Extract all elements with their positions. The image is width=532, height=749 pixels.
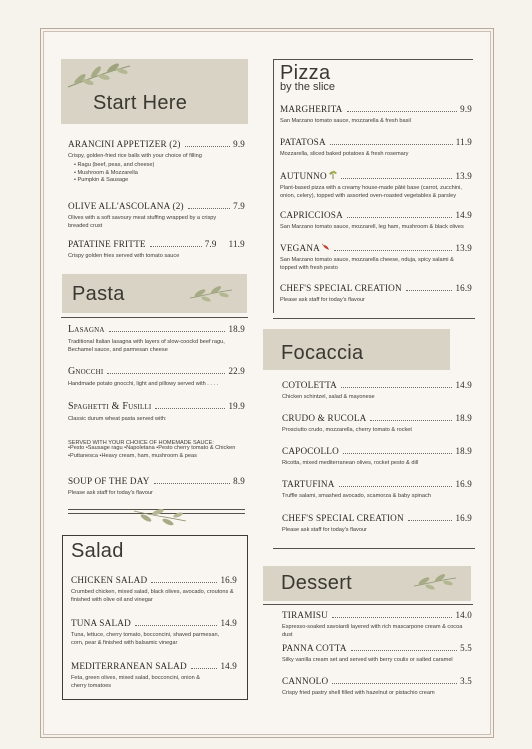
item-description: Tuna, lettuce, cherry tomato, bocconcini, shaved parmesan, corn, pear & finished with balsamic vinegar [71, 632, 220, 646]
item-name: Spaghetti & Fusilli [68, 401, 152, 412]
item-price: 18.9 [228, 324, 245, 334]
menu-item-tuna-salad [71, 618, 237, 647]
item-name: CAPRICCIOSA [280, 210, 343, 220]
olive-branch-icon [412, 572, 458, 592]
item-name: CRUDO & RUCOLA [282, 413, 367, 423]
item-description: Crispy, golden-fried rice balls with your choice of filling [68, 153, 202, 159]
pizza-title: Pizza [280, 62, 331, 84]
menu-item-cannolo [282, 676, 472, 697]
item-name: CAPOCOLLO [282, 446, 339, 456]
item-description: Crumbed chicken, mixed salad, black olives, avocado, croutons & finished with olive oil and vinegar [71, 589, 234, 603]
menu-item-soup-of-the-day [68, 476, 245, 497]
sauce-options-line-2: •Puttanesca •Heavy cream, ham, mushroom & peas [68, 453, 197, 459]
menu-item-mediterranean-salad [71, 661, 237, 690]
item-name: Lasagna [68, 324, 105, 335]
item-description: Truffle salami, smashed avocado, scamorza & baby spinach [282, 493, 431, 499]
item-name: CANNOLO [282, 676, 329, 686]
menu-item-vegana [280, 243, 472, 272]
item-description: Crispy fried pastry shell filled with hazelnut or pistachio cream [282, 690, 435, 696]
item-description: Chicken schintzel, salad & mayonese [282, 394, 375, 400]
pasta-title: Pasta [72, 283, 125, 305]
item-name: MEDITERRANEAN SALAD [71, 661, 187, 671]
divider [61, 317, 248, 318]
item-name: OLIVE ALL'ASCOLANA (2) [68, 201, 184, 211]
item-name: ARANCINI APPETIZER (2) [68, 139, 181, 149]
item-price: 14.9 [220, 661, 237, 671]
bullet-item: • Pumpkin & Sausage [74, 177, 129, 184]
item-name: TIRAMISU [282, 610, 329, 620]
item-price: 16.9 [220, 575, 237, 585]
item-description: Please ask staff for today's flavour [280, 297, 365, 303]
item-name: VEGANA [280, 243, 320, 253]
item-description: Ricotta, mixed mediterranean olives, rocket pesto & dill [282, 460, 419, 466]
menu-item-capricciosa [280, 210, 472, 231]
item-name: SOUP OF THE DAY [68, 476, 150, 486]
item-price: 18.9 [455, 413, 472, 423]
item-name: TUNA SALAD [71, 618, 131, 628]
menu-item-margherita [280, 104, 472, 125]
item-name: TARTUFINA [282, 479, 335, 489]
item-description: Mozzarella, sliced baked potatoes & fresh rosemary [280, 151, 409, 157]
item-price: 5.5 [460, 643, 472, 653]
menu-item-tartufina [282, 479, 472, 500]
menu-item-tiramisu [282, 610, 472, 639]
pizza-subtitle: by the slice [280, 81, 336, 93]
menu-item-crudo-rucola [282, 413, 472, 434]
menu-item-pizza-chefs-special [280, 283, 472, 304]
menu-item-focaccia-chefs-special [282, 513, 472, 534]
item-description: Silky vanilla cream set and served with berry coulis or salted caramel [282, 657, 453, 663]
item-price: 7.9 [233, 201, 245, 211]
pizza-side-rule [273, 59, 274, 313]
item-name: PATATOSA [280, 137, 326, 147]
item-price: 3.5 [460, 676, 472, 686]
item-description: Espresso-soaked savoiardi layered with rich mascarpone cream & cocoa dust [282, 624, 463, 638]
item-name: CHEF'S SPECIAL CREATION [280, 283, 402, 293]
item-price: 16.9 [455, 479, 472, 489]
sauce-note: SERVED WITH YOUR CHOICE OF HOMEMADE SAUCE: [68, 440, 214, 446]
menu-item-patatine-fritte [68, 239, 245, 260]
salad-title: Salad [71, 540, 124, 562]
item-price: 16.9 [455, 283, 472, 293]
item-name: Gnocchi [68, 366, 104, 377]
olive-branch-icon [188, 284, 234, 304]
menu-item-patatosa [280, 137, 472, 158]
item-price: 13.9 [455, 171, 472, 181]
pizza-top-rule [273, 59, 473, 60]
menu-item-arancini [68, 139, 245, 185]
item-description: Prosciutto crudo, mozzarella, cherry tomato & rocket [282, 427, 412, 433]
filling-options [68, 162, 245, 185]
menu-item-olive-ascolana [68, 201, 245, 230]
item-price: 14.9 [455, 380, 472, 390]
item-description: Classic durum wheat pasta served with: [68, 416, 167, 422]
item-name: AUTUNNO [280, 171, 327, 181]
item-price: 19.9 [228, 401, 245, 411]
sprout-icon [329, 170, 337, 179]
item-description: Please ask staff for today's flavour [68, 490, 153, 496]
item-name: CHEF'S SPECIAL CREATION [282, 513, 404, 523]
item-name: CHICKEN SALAD [71, 575, 148, 585]
item-description: Feta, green olives, mixed salad, bocconcini, onion & cherry tomatoes [71, 675, 201, 689]
item-description: San Marzano tomato sauce, mozzarella & fresh basil [280, 118, 411, 124]
item-price: 16.9 [455, 513, 472, 523]
item-price: 18.9 [455, 446, 472, 456]
item-price-large: 11.9 [228, 239, 245, 249]
item-price: 14.0 [455, 610, 472, 620]
sauce-options-line-1: •Pesto •Sausage ragu •Napoletana •Pesto cherry tomato & Chicken [68, 445, 236, 451]
bullet-item: • Ragu (beef, peas, and cheese) [74, 162, 155, 168]
bullet-item: • Mushroom & Mozzarella [74, 169, 138, 176]
item-description: San Marzano tomato sauce, mozzarell, leg ham, mushroom & black olives [280, 224, 464, 230]
item-price: 13.9 [455, 243, 472, 253]
item-description: Please ask staff for today's flavour [282, 527, 367, 533]
item-price: 7.9 [204, 239, 217, 249]
item-description: San Marzano tomato sauce, mozzarella cheese, nduja, spicy salami & topped with fresh pesto [280, 257, 454, 271]
menu-item-autunno [280, 170, 472, 200]
menu-item-lasagna [68, 324, 245, 354]
item-price: 9.9 [460, 104, 472, 114]
item-description: Crispy golden fries served with tomato sauce [68, 253, 180, 259]
menu-item-chicken-salad [71, 575, 237, 604]
item-price: 14.9 [455, 210, 472, 220]
item-name: PANNA COTTA [282, 643, 347, 653]
item-name: MARGHERITA [280, 104, 343, 114]
divider [263, 604, 473, 605]
item-name: COTOLETTA [282, 380, 337, 390]
divider [273, 548, 475, 549]
item-description: Handmade potato gnocchi, light and pillowy served with . . . . [68, 381, 219, 387]
item-description: Traditional Italian lasagna with layers of slow-coockd beef ragu, Bechamel sauce, and parmesan cheese [68, 339, 225, 353]
menu-item-spaghetti-fusilli [68, 401, 245, 423]
olive-branch-icon [132, 505, 188, 527]
start-here-title: Start Here [93, 92, 188, 114]
menu-item-cotoletta [282, 380, 472, 401]
dessert-title: Dessert [281, 572, 353, 594]
olive-branch-icon [66, 60, 134, 90]
menu-item-capocollo [282, 446, 472, 467]
item-description: Olives with a soft savoury meat stuffing wrapped by a crispy breaded crust [68, 215, 217, 229]
item-description: Plant-based pizza with a creamy house-made pâté base (carrot, zucchini, onion, celery), topped with assorted oven-roasted vegetables & parsley [280, 185, 462, 199]
item-price: 9.9 [233, 139, 245, 149]
chili-icon [322, 243, 330, 251]
menu-item-panna-cotta [282, 643, 472, 664]
divider [273, 318, 475, 319]
item-name: PATATINE FRITTE [68, 239, 146, 249]
item-price: 11.9 [455, 137, 472, 147]
item-price: 22.9 [228, 366, 245, 376]
item-price: 14.9 [220, 618, 237, 628]
item-price: 8.9 [233, 476, 245, 486]
menu-item-gnocchi [68, 366, 245, 388]
focaccia-title: Focaccia [281, 342, 364, 364]
